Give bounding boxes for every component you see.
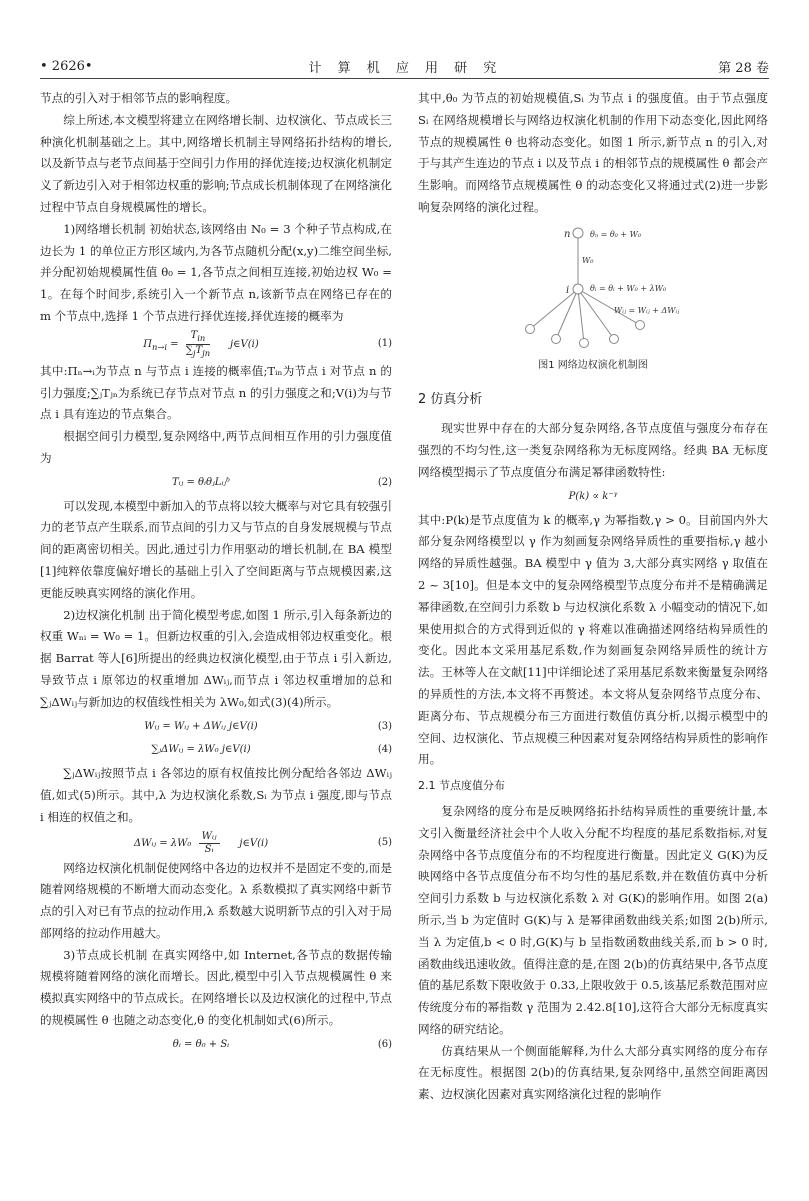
node xyxy=(552,334,561,343)
paragraph: 节点的引入对于相邻节点的影响程度。 xyxy=(40,91,238,105)
eq-term: ΔWᵢⱼ = λW₀ xyxy=(133,837,192,849)
edge xyxy=(578,289,614,339)
eq-term: Sᵢ xyxy=(204,843,214,855)
eq-term: j xyxy=(192,347,196,358)
edge xyxy=(530,289,578,329)
paragraph: 1)网络增长机制 初始状态,该网络由 N₀ = 3 个种子节点构成,在边长为 1 的单位正方形区域内,为各节点随机分配(x,y)二维空间坐标,并分配初始规模属性值 θ₀ = 1,各节点之间相互连接,初始边权 W₀ = 1。在每个时间步,系统引入一个新节点 n,该新节点在网络已存在的 m 个节点中,选择 1 个节点进行择优连接,择优连接的概率为 xyxy=(40,221,392,323)
eq-term: = xyxy=(167,338,182,350)
left-column xyxy=(40,88,392,1058)
header-rule xyxy=(40,78,769,79)
eq-term: in xyxy=(197,332,206,343)
node-i xyxy=(573,284,583,294)
node xyxy=(580,338,589,347)
equation-3 xyxy=(40,716,392,738)
eq-number: (5) xyxy=(377,837,392,849)
paragraph: 其中,θ₀ 为节点的初始规模值,Sᵢ 为节点 i 的强度值。由于节点强度 Sᵢ 在网络规模增长与网络边权演化机制的作用下动态变化,因此网络节点的规模属性 θ 也将动态变化。如图 1 所示,新节点 n 的引入,对于与其产生连边的节点 i 以及节点 i 的相邻节点的规模属性 θ 都会产生影响。而网络节点规模属性 θ 的动态变化又将通过式(2)进一步影响复杂网络的演化过程。 xyxy=(418,91,768,214)
paragraph: 2)边权演化机制 出于简化模型考虑,如图 1 所示,引入每条新边的权重 Wₙᵢ = W₀ = 1。但新边权重的引入,会造成相邻边权重变化。根据 Barrat 等人[6]所提出的经典边权演化模型,由于节点 i 引入新边,导致节点 i 原邻边的权重增加 ΔWᵢⱼ,而节点 i 邻边权重增加的总和∑ⱼΔWᵢⱼ与新加边的权值线性相关为 λW₀,如式(3)(4)所示。 xyxy=(40,607,392,709)
page-number: • 2626• xyxy=(40,58,93,74)
eq-term: Wᵢⱼ xyxy=(199,831,220,844)
eq-expr: ∑ⱼΔWᵢⱼ = λW₀ j∈V(i) xyxy=(151,744,251,756)
node xyxy=(526,324,535,333)
node-i-label: i xyxy=(566,284,570,296)
eq-term: T xyxy=(195,344,203,356)
eq-number: (3) xyxy=(377,720,392,732)
theta-n-label: θₙ = θ₀ + W₀ xyxy=(590,229,642,239)
figure-caption: 图1 网络边权演化机制图 xyxy=(538,359,648,371)
fraction xyxy=(186,330,210,359)
eq-expr: Wᵢⱼ = Wᵢⱼ + ΔWᵢⱼ j∈V(i) xyxy=(144,720,258,732)
equation-4 xyxy=(40,739,392,761)
equation-1 xyxy=(40,330,392,359)
eq-number: (6) xyxy=(377,1038,392,1050)
eq-term: jn xyxy=(202,347,211,358)
section-heading: 2 仿真分析 xyxy=(418,391,483,407)
node xyxy=(610,334,619,343)
eq-condition: j∈V(i) xyxy=(230,338,259,350)
network-diagram xyxy=(418,221,768,349)
eq-condition: j∈V(i) xyxy=(239,837,269,849)
volume: 第 28 卷 xyxy=(718,60,769,76)
eq-expr: θᵢ = θ₀ + Sᵢ xyxy=(172,1038,230,1050)
node xyxy=(636,320,645,329)
equation-5 xyxy=(40,831,392,856)
eq-expr: Tᵢⱼ = θᵢθⱼLᵢⱼᵇ xyxy=(171,476,231,488)
edge xyxy=(556,289,578,339)
eq-term: T xyxy=(190,329,198,341)
w0-label: W₀ xyxy=(582,255,594,265)
eq-number: (2) xyxy=(377,476,392,488)
paragraph: 其中:P(k)是节点度值为 k 的概率,γ 为幂指数,γ > 0。目前国内外大部分复杂网络模型以 γ 作为刻画复杂网络异质性的重要指标,γ 越小网络的异质性越强。BA 模型中 γ 值为 3,大部分真实网络 γ 取值在 2 ~ 3[10]。但是本文中的复杂网络模型节点度分布并不是精确满足幂律函数,在空间引力系数 b 与边权演化系数 λ 小幅变动的情况下,如果使用拟合的方式得到近似的 γ 将难以准确描述网络结构异质性的变化。因此本文采用基尼系数,作为刻画复杂网络异质性的统计方法。王林等人在文献[11]中详细论述了采用基尼系数来衡量复杂网络的异质性的方法,本文将不再赘述。本文将从复杂网络节点度分布、距离分布、节点规模分布三方面进行数值仿真分析,以揭示模型中的空间、边权演化、节点规模三种因素对复杂网络结构异质性的影响作用。 xyxy=(418,512,768,767)
subsection-heading: 2.1 节点度值分布 xyxy=(418,779,505,793)
node-n xyxy=(573,228,583,238)
fraction xyxy=(199,831,220,856)
theta-i-label: θᵢ = θᵢ + W₀ + λW₀ xyxy=(590,283,667,293)
paragraph: 根据空间引力模型,复杂网络中,两节点间相互作用的引力强度值为 xyxy=(40,429,392,465)
paragraph: 可以发现,本模型中新加入的节点将以较大概率与对它具有较强引力的老节点产生联系,而节点间的引力又与节点的自身发展规模与节点间的距离密切相关。因此,通过引力作用驱动的增长机制,在 BA 模型[1]纯粹依靠度偏好增长的基础上引入了空间距离与节点规模因素,这更能反映真实网络的演化作用。 xyxy=(40,498,392,600)
paragraph: 网络边权演化机制促使网络中各边的边权并不是固定不变的,而是随着网络规模的不断增大而动态变化。λ 系数模拟了真实网络中新节点的引入对已有节点的拉动作用,λ 系数越大说明新节点的引入对于局部网络的拉动作用越大。 xyxy=(40,860,392,940)
wij-label: Wᵢⱼ = Wᵢⱼ + ΔWᵢⱼ xyxy=(614,305,680,315)
eq-term: ∑ xyxy=(185,344,193,356)
paragraph: 现实世界中存在的大部分复杂网络,各节点度值与强度分布存在强烈的不均匀性,这一类复杂网络称为无标度网络。经典 BA 无标度网络模型揭示了节点度值分布满足幂律函数特性: xyxy=(418,421,768,479)
eq-expr: P(k) ∝ k⁻ᵞ xyxy=(568,490,618,502)
eq-number: (4) xyxy=(377,744,392,756)
paragraph: 复杂网络的度分布是反映网络拓扑结构异质性的重要统计量,本文引入衡量经济社会中个人收入分配不均程度的基尼系数指标,对复杂网络中各节点度值分布的不均程度进行衡量。因此定义 G(K)为反映网络中各节点度值分布不均匀性的基尼系数,并在数值仿真中分析空间引力系数 b 与边权演化系数 λ 对 G(K)的影响作用。如图 2(a)所示,当 b 为定值时 G(K)与 λ 是幂律函数曲线关系;如图 2(b)所示,当 λ 为定值,b < 0 时,G(K)与 b 呈指数函数曲线关系,而 b > 0 时,函数曲线迅速收敛。值得注意的是,在图 2(b)的仿真结果中,各节点度值的基尼系数下限收敛于 0.33,上限收敛于 0.5,该基尼系数范围对应传统度分布的幂指数 γ 范围为 2.42.8[10],这符合大部分无标度真实网络的研究结论。 xyxy=(418,803,768,1036)
equation-2 xyxy=(40,472,392,494)
paragraph: ∑ⱼΔWᵢⱼ按照节点 i 各邻边的原有权值按比例分配给各邻边 ΔWᵢⱼ值,如式(5)所示。其中,λ 为边权演化系数,Sᵢ 为节点 i 强度,即与节点 i 相连的权值之和。 xyxy=(40,766,392,824)
paragraph: 其中:Πₙ→ᵢ为节点 n 与节点 i 连接的概率值;Tᵢₙ为节点 i 对节点 n 的引力强度;∑ⱼTⱼₙ为系统已存节点对节点 n 的引力强度之和;V(i)为与节点 i 具有连边的节点集合。 xyxy=(40,363,392,422)
eq-number: (1) xyxy=(377,338,392,350)
eq-term: n→i xyxy=(151,341,167,352)
paragraph: 3)节点成长机制 在真实网络中,如 Internet,各节点的数据传输规模将随着网络的演化而增长。因此,模型中引入节点规模属性 θ 来模拟真实网络中的节点成长。在网络增长以及边权演化的过程中,节点的规模属性 θ 也随之动态变化,θ 的变化机制如式(6)所示。 xyxy=(40,947,392,1028)
figure-1 xyxy=(418,221,768,349)
right-column xyxy=(418,88,768,1106)
paragraph: 综上所述,本文模型将建立在网络增长制、边权演化、节点成长三种演化机制基础之上。其中,网络增长机制主导网络拓扑结构的增长,以及新节点与老节点间基于空间引力作用的择优连接;边权演化机制定义了新边引入对于相邻边权重的影响;节点成长机制体现了在网络演化过程中节点自身规模属性的增长。 xyxy=(40,112,392,214)
paragraph: 仿真结果从一个侧面能解释,为什么大部分真实网络的度分布存在无标度性。根据图 2(b)的仿真结果,复杂网络中,虽然空间距离因素、边权演化因素对真实网络演化过程的影响作 xyxy=(418,1043,768,1102)
journal-name: 计 算 机 应 用 研 究 xyxy=(308,60,503,76)
equation-6 xyxy=(40,1034,392,1056)
node-n-label: n xyxy=(564,228,571,240)
eq-term: Π xyxy=(143,338,152,350)
equation-7 xyxy=(418,486,768,508)
edge xyxy=(578,289,584,343)
running-header xyxy=(40,56,769,76)
